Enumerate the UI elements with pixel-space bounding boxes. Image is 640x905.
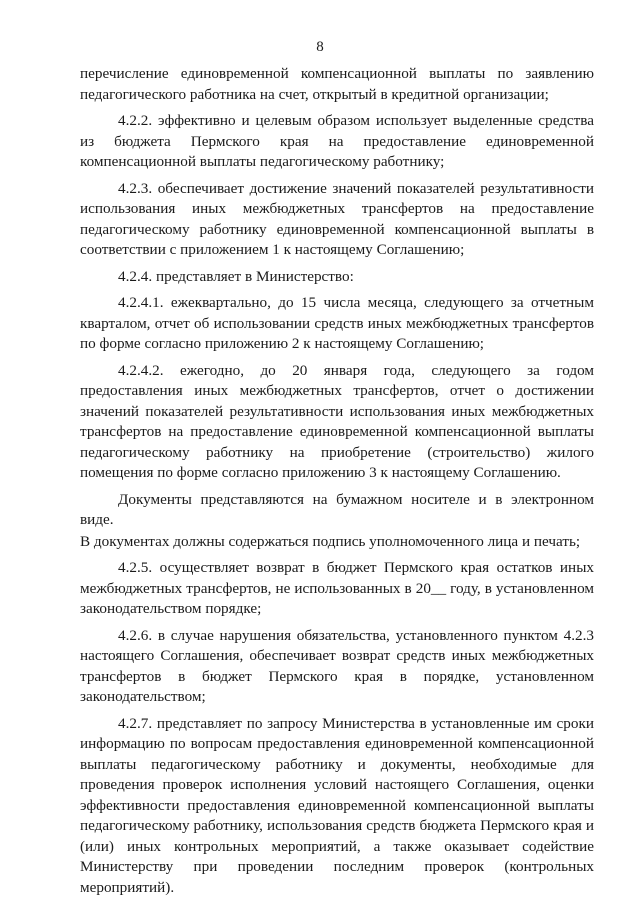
- paragraph-4-2-5: 4.2.5. осуществляет возврат в бюджет Пермского края остатков иных межбюджетных трансфертов, не использованных в 20__ году, в установленном законодательством порядке;: [80, 559, 594, 617]
- paragraph-4-2-6: 4.2.6. в случае нарушения обязательства, установленного пунктом 4.2.3 настоящего Соглашения, обеспечивает возврат средств иных межбюджетных трансфертов в бюджет Пермского края в порядке, установленном законодательством;: [80, 626, 594, 705]
- paragraph-documents-signature: В документах должны содержаться подпись уполномоченного лица и печать;: [80, 532, 581, 550]
- paragraph-4-2-2: 4.2.2. эффективно и целевым образом использует выделенные средства из бюджета Пермского края на предоставление единовременной компенсационной выплаты педагогическому работнику;: [80, 112, 594, 170]
- page-number: 8: [316, 39, 324, 55]
- paragraph-4-2-3: 4.2.3. обеспечивает достижение значений показателей результативности использования иных межбюджетных трансфертов на предоставление педагогическому работнику единовременной компенсационной выплаты в соответствии с приложением 1 к настоящему Соглашению;: [80, 179, 594, 258]
- document-body: [80, 64, 594, 904]
- paragraph-documents-format: Документы представляются на бумажном носителе и в электронном виде.: [80, 490, 594, 528]
- paragraph-payment-transfer: перечисление единовременной компенсационной выплаты по заявлению педагогического работника на счет, открытый в кредитной организации;: [80, 65, 594, 103]
- paragraph-4-2-4-2: 4.2.4.2. ежегодно, до 20 января года, следующего за годом предоставления иных межбюджетных трансфертов, отчет о достижении значений показателей результативности использования иных межбюджетных трансфертов на предоставление единовременной компенсационной выплаты педагогическому работнику на приобретение (строительство) жилого помещения по форме согласно приложению 3 к настоящему Соглашению.: [80, 361, 594, 481]
- paragraph-4-2-4: 4.2.4. представляет в Министерство:: [118, 267, 354, 285]
- paragraph-4-2-4-1: 4.2.4.1. ежеквартально, до 15 числа месяца, следующего за отчетным кварталом, отчет об использовании средств иных межбюджетных трансфертов по форме согласно приложению 2 к настоящему Соглашению;: [80, 294, 594, 352]
- paragraph-4-2-7: 4.2.7. представляет по запросу Министерства в установленные им сроки информацию по вопросам предоставления единовременной компенсационной выплаты педагогическому работнику и документы, необходимые для проведения проверок исполнения условий настоящего Соглашения, оценки эффективности предоставления единовременной компенсационной выплаты педагогическому работнику, использования средств бюджета Пермского края и (или) иных контрольных мероприятий, а также оказывает содействие Министерству при проведении последним проверок (контрольных мероприятий).: [80, 714, 594, 896]
